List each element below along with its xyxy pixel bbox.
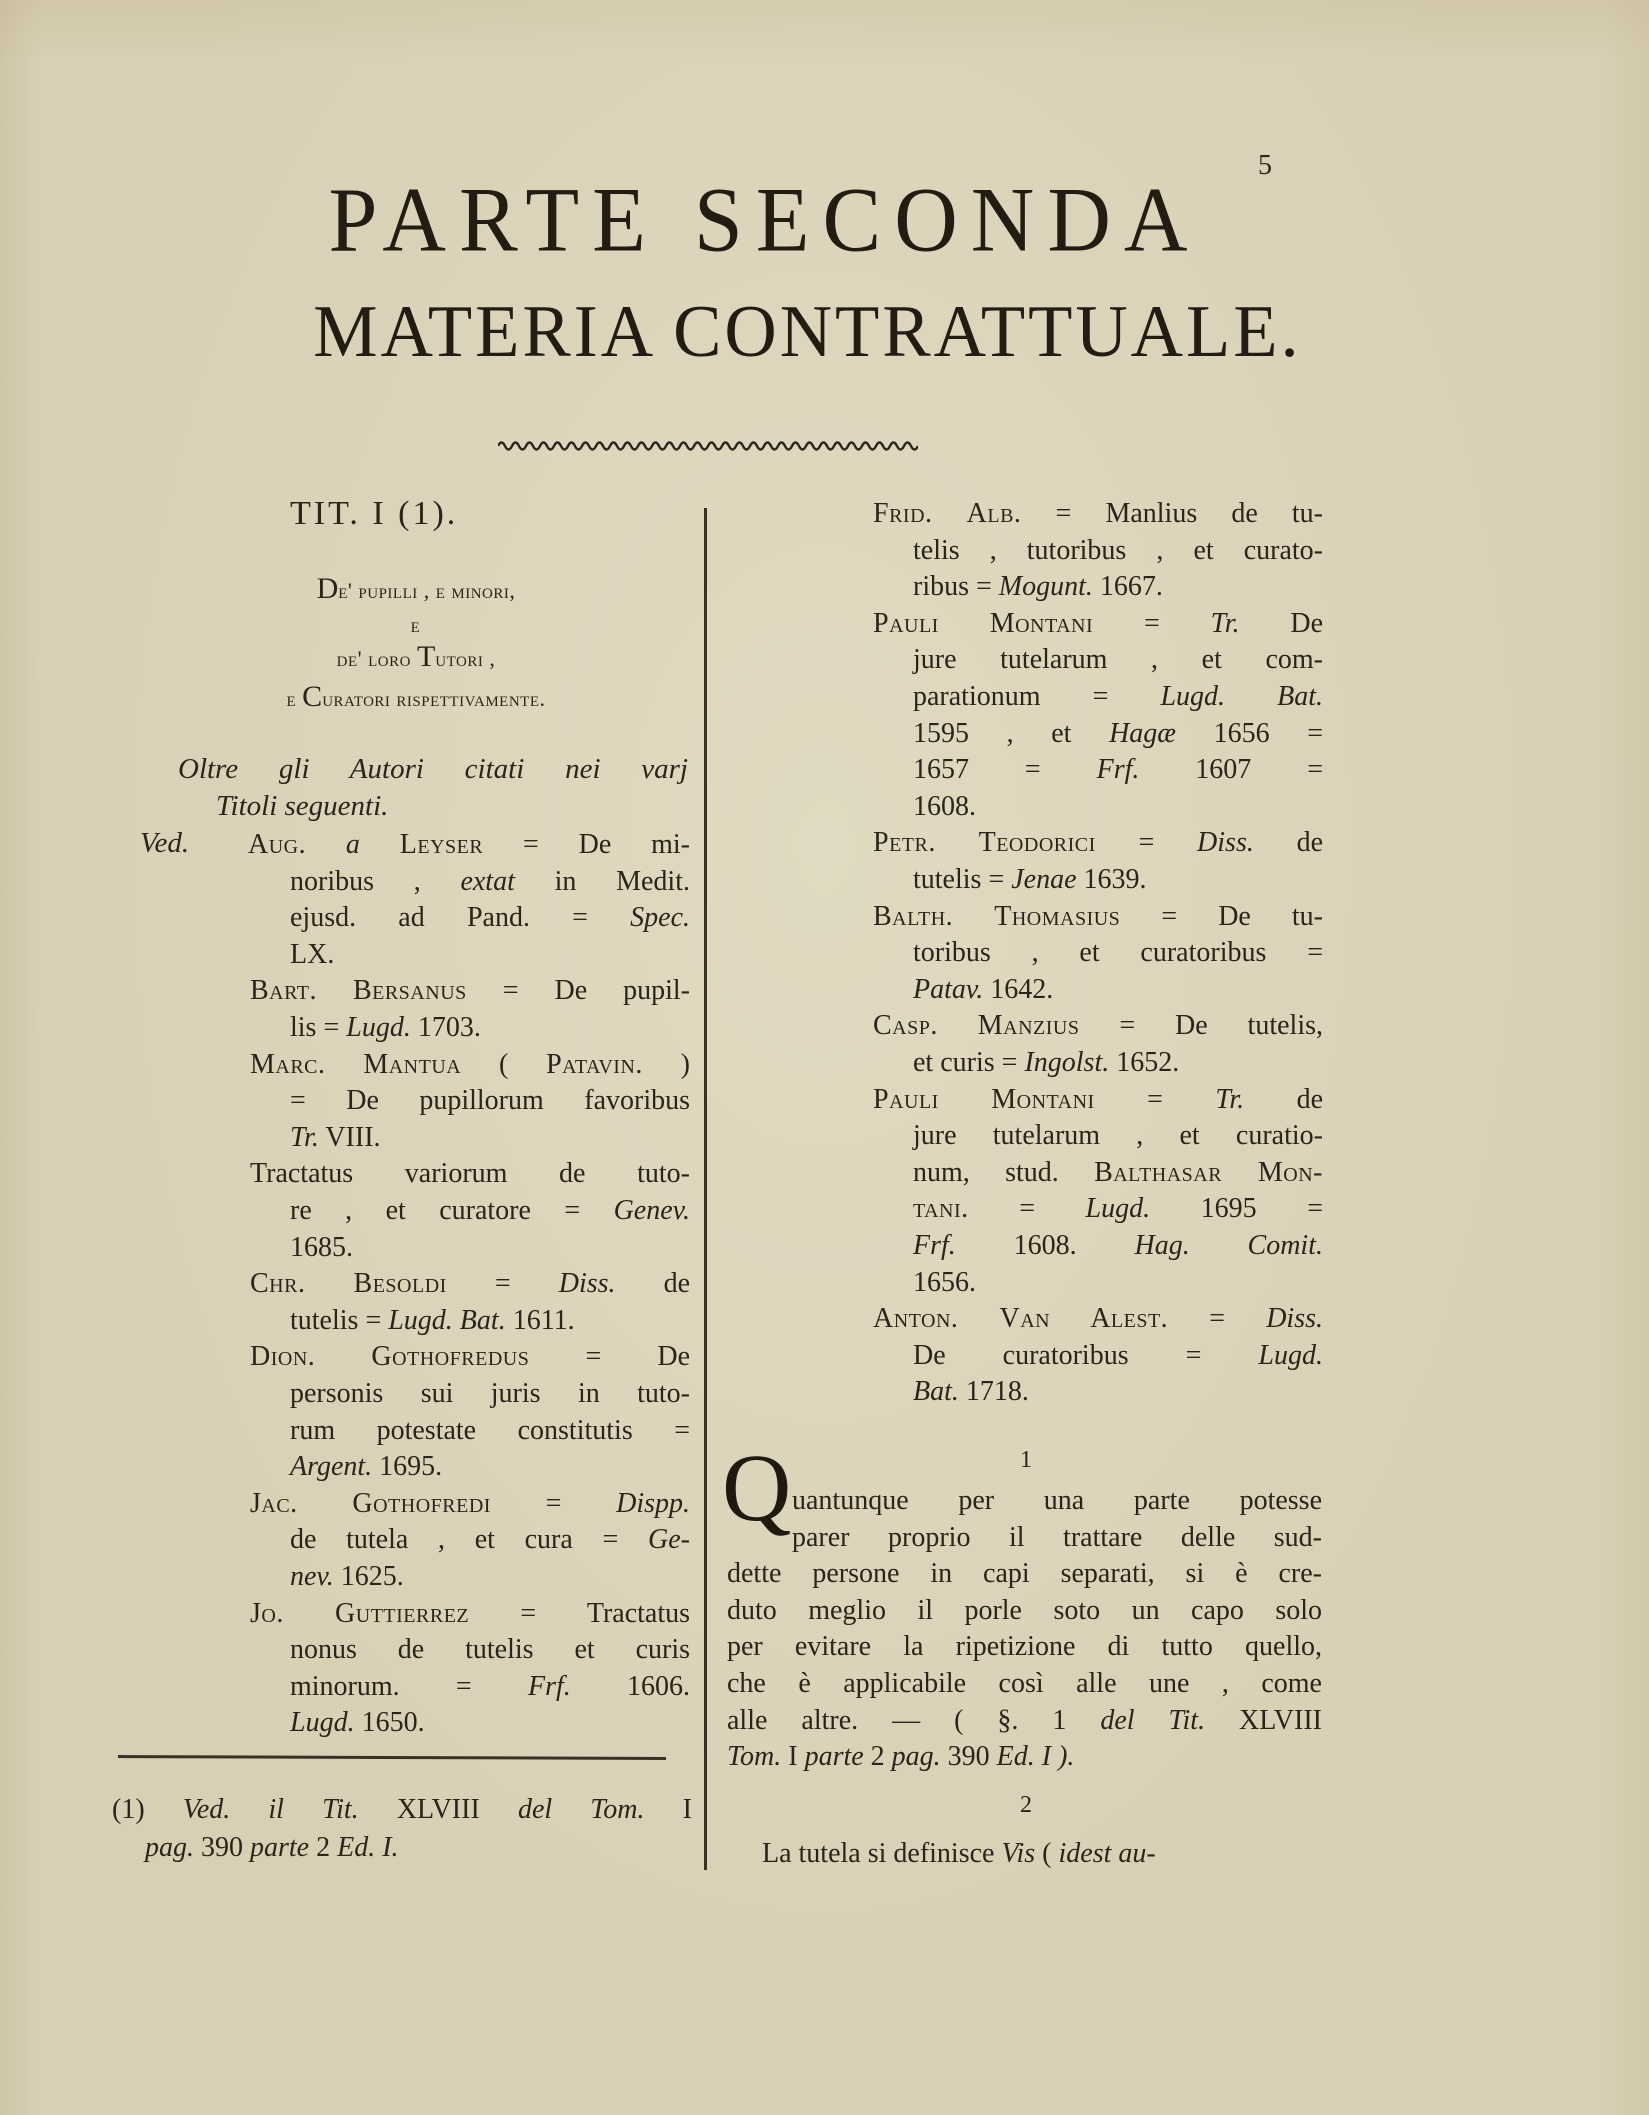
author-name: Leyser xyxy=(399,829,484,860)
author-name: tani. xyxy=(913,1193,969,1225)
bibliography-line xyxy=(913,642,1323,679)
text-run: 390 xyxy=(194,1832,250,1863)
italic-text: Diss. xyxy=(1266,1303,1323,1335)
text-run: = De tutelis, xyxy=(1079,1010,1323,1042)
author-name: Jac. xyxy=(250,1487,298,1519)
author-name: Balth. xyxy=(873,900,954,932)
text-run: telis , tutoribus , et curato- xyxy=(913,534,1323,566)
italic-text: Lugd. xyxy=(290,1707,355,1739)
text-run: 1695 = xyxy=(1150,1193,1323,1225)
text-run: (1) xyxy=(112,1794,183,1825)
text-run: tutelis = xyxy=(913,864,1012,895)
text-run: 390 xyxy=(940,1741,997,1773)
paragraph-line xyxy=(792,1520,1322,1557)
italic-text: Lugd. xyxy=(346,1012,411,1043)
text-run: = xyxy=(490,1487,617,1519)
text-run: = De xyxy=(529,1341,690,1373)
text-run: alle altre. — ( §. 1 xyxy=(727,1704,1101,1736)
bibliography-line xyxy=(290,1449,690,1486)
subheading-line-2: e xyxy=(410,612,422,637)
footnote-line xyxy=(145,1830,399,1867)
text-run: minorum. = xyxy=(290,1670,528,1702)
italic-text: Tom. xyxy=(727,1741,782,1773)
text-run: ejusd. ad Pand. = xyxy=(290,902,631,934)
author-name: Montani xyxy=(989,607,1094,639)
bibliography-line xyxy=(250,1266,690,1303)
subheading-initial: D xyxy=(316,572,339,605)
author-name: Casp. xyxy=(873,1010,938,1042)
text-run: jure tutelarum , et com- xyxy=(913,644,1323,676)
bibliography-line xyxy=(290,1522,690,1559)
column-divider xyxy=(704,508,707,1870)
paragraph-line xyxy=(727,1739,1074,1776)
bibliography-line xyxy=(290,900,690,937)
bibliography-line xyxy=(913,1118,1323,1155)
text-run: toribus , et curatoribus = xyxy=(913,937,1323,969)
text-run: 2 xyxy=(863,1741,892,1773)
text-run: 1667. xyxy=(1092,571,1163,603)
bibliography-line xyxy=(873,825,1323,862)
bibliography-line xyxy=(913,679,1323,716)
text-run: duto meglio il porle soto un capo solo xyxy=(727,1594,1322,1626)
italic-text: idest au- xyxy=(1058,1838,1156,1869)
author-name: Pauli xyxy=(873,607,939,639)
part-subtitle: MATERIA CONTRATTUALE. xyxy=(313,291,1302,373)
text-run: 1657 = xyxy=(913,754,1097,786)
title-heading: TIT. I (1). xyxy=(290,495,459,532)
subheading-line-3 xyxy=(140,640,692,674)
page-number: 5 xyxy=(1258,150,1272,181)
bibliography-line xyxy=(873,1008,1323,1045)
italic-text: Patav. xyxy=(913,973,984,1005)
italic-text: Spec. xyxy=(630,902,690,934)
bibliography-line xyxy=(250,973,690,1010)
bibliography-line xyxy=(913,1374,1323,1411)
author-name: Frid. xyxy=(873,498,933,529)
text-run: 1718. xyxy=(958,1376,1029,1408)
italic-text: Frf. xyxy=(527,1670,571,1702)
bibliography-line xyxy=(913,716,1323,753)
text-run: nonus de tutelis et curis xyxy=(290,1634,690,1666)
bibliography-line xyxy=(290,1376,690,1413)
author-name: Pauli xyxy=(873,1083,939,1115)
bibliography-line xyxy=(913,569,1323,606)
bibliography-line xyxy=(913,789,1323,826)
bibliography-line xyxy=(913,1045,1323,1082)
author-name: Montani xyxy=(991,1083,1095,1115)
italic-text: Argent. xyxy=(290,1451,373,1483)
italic-text: Diss. xyxy=(1197,827,1254,859)
italic-text: Lugd. Bat. xyxy=(1160,681,1323,712)
text-run xyxy=(933,498,967,529)
italic-text: Bat. xyxy=(913,1376,959,1408)
section-number-1: 1 xyxy=(1020,1447,1032,1473)
text-run: 1650. xyxy=(354,1707,425,1739)
text-run: = xyxy=(1168,1303,1267,1335)
text-run: = xyxy=(446,1268,559,1300)
italic-text: Genev. xyxy=(613,1195,690,1226)
author-name: Van Alest. xyxy=(999,1303,1169,1335)
text-run: dette persone in capi separati, si è cre- xyxy=(727,1558,1322,1590)
italic-text: nev. xyxy=(290,1561,334,1592)
text-run xyxy=(315,1341,371,1372)
italic-text: Tr. xyxy=(290,1121,319,1153)
text-run: in Medit. xyxy=(514,865,690,897)
author-name: Guttierrez xyxy=(335,1597,470,1629)
italic-text: parte xyxy=(250,1832,310,1863)
bibliography-line xyxy=(290,1120,690,1157)
text-run: LX. xyxy=(290,938,335,970)
bibliography-line xyxy=(290,1413,690,1450)
section-number-2: 2 xyxy=(1020,1792,1032,1818)
paragraph-line xyxy=(727,1593,1322,1630)
bibliography-line xyxy=(913,972,1323,1009)
text-run: De xyxy=(1239,607,1324,639)
author-name: Aug. xyxy=(248,829,307,860)
paragraph-line xyxy=(727,1703,1322,1740)
italic-text: Lugd. xyxy=(1258,1339,1323,1371)
italic-text: del Tit. xyxy=(1100,1704,1206,1736)
author-name: Mantua xyxy=(363,1048,462,1080)
author-name: Bersanus xyxy=(352,975,467,1007)
subheading-text: de' loro xyxy=(336,646,417,671)
italic-text: Hagæ xyxy=(1109,717,1176,749)
bibliography-line xyxy=(250,1339,690,1376)
subheading-initial: C xyxy=(302,680,323,713)
italic-text: Frf. xyxy=(1096,754,1140,786)
text-run: 1695. xyxy=(372,1451,443,1483)
intro-line-2: Titoli seguenti. xyxy=(216,790,389,822)
bibliography-line xyxy=(248,827,690,864)
text-run xyxy=(298,1488,353,1519)
author-name: Anton. xyxy=(873,1303,959,1335)
text-run: per evitare la ripetizione di tutto quello, xyxy=(727,1631,1322,1663)
text-run: rum potestate constitutis = xyxy=(290,1414,690,1446)
italic-text: Vis xyxy=(1001,1838,1036,1869)
text-run: de xyxy=(1244,1083,1324,1115)
paragraph-line xyxy=(727,1629,1322,1666)
paragraph-line xyxy=(792,1483,1322,1520)
text-run: 1607 = xyxy=(1139,754,1323,786)
italic-text: Lugd. xyxy=(1085,1193,1151,1225)
author-name: Manzius xyxy=(977,1010,1080,1042)
subheading-text: uratori rispettivamente. xyxy=(322,686,546,711)
italic-text: Tr. xyxy=(1215,1083,1245,1115)
ved-label: Ved. xyxy=(140,827,190,859)
bibliography-line xyxy=(873,899,1323,936)
bibliography-line xyxy=(250,1156,690,1193)
italic-text: pag. xyxy=(145,1832,194,1863)
text-run: Tractatus variorum de tuto- xyxy=(250,1158,690,1190)
text-run: = xyxy=(1095,827,1198,859)
text-run: parationum = xyxy=(913,681,1161,712)
text-run xyxy=(953,901,994,932)
text-run: = xyxy=(968,1193,1086,1225)
text-run: personis sui juris in tuto- xyxy=(290,1378,690,1409)
text-run: = Tractatus xyxy=(469,1597,691,1629)
text-run: jure tutelarum , et curatio- xyxy=(913,1120,1323,1152)
italic-text: Mogunt. xyxy=(998,571,1093,603)
italic-text: parte xyxy=(804,1741,864,1773)
text-run: che è applicabile così alle une , come xyxy=(727,1668,1322,1699)
text-run: 1595 , et xyxy=(913,717,1110,749)
author-name: Thomasius xyxy=(994,900,1121,932)
italic-text: Ved. il Tit. xyxy=(182,1794,359,1825)
author-name: Alb. xyxy=(966,498,1022,529)
bibliography-line xyxy=(290,864,690,901)
subheading-text: e xyxy=(286,686,303,711)
author-name: Balthasar Mon- xyxy=(1094,1156,1323,1188)
text-run: 1656. xyxy=(913,1266,976,1298)
text-run: = Manlius de tu- xyxy=(1021,498,1323,529)
text-run: 2 xyxy=(309,1832,338,1863)
text-run: de xyxy=(1253,827,1324,859)
bibliography-line xyxy=(290,1193,690,1230)
text-run xyxy=(939,608,990,639)
text-run: 1685. xyxy=(290,1231,353,1263)
text-run: num, stud. xyxy=(913,1156,1095,1188)
bibliography-line xyxy=(913,862,1323,899)
bibliography-line xyxy=(250,1047,690,1084)
italic-text: Ed. I. xyxy=(337,1832,399,1863)
text-run: = De mi- xyxy=(483,829,691,860)
bibliography-line xyxy=(873,496,1323,533)
text-run: 1703. xyxy=(410,1012,481,1043)
text-run: = xyxy=(1093,607,1211,639)
text-run: XLVIII xyxy=(1205,1704,1322,1736)
bibliography-line xyxy=(913,1265,1323,1302)
text-run: 1639. xyxy=(1076,864,1147,895)
text-run: 1608. xyxy=(955,1230,1135,1261)
text-run: 1606. xyxy=(570,1670,691,1702)
bibliography-line xyxy=(913,1155,1323,1192)
text-run: ) xyxy=(642,1048,691,1080)
text-run xyxy=(317,975,353,1006)
text-run xyxy=(958,1303,999,1334)
text-run: uantunque per una parte potesse xyxy=(792,1485,1322,1516)
text-run: 1625. xyxy=(333,1561,404,1592)
text-run xyxy=(305,1268,353,1299)
bibliography-line xyxy=(290,1303,690,1340)
bibliography-line xyxy=(290,1559,690,1596)
text-run: lis = xyxy=(290,1012,347,1043)
italic-text: del Tom. xyxy=(517,1794,645,1825)
text-run xyxy=(284,1598,335,1629)
bibliography-line xyxy=(913,1338,1323,1375)
subheading-text: e' pupilli , e minori, xyxy=(338,578,516,603)
text-run xyxy=(938,1010,978,1041)
subheading-line-1 xyxy=(140,572,692,606)
bibliography-line xyxy=(873,1082,1323,1119)
italic-text: Tr. xyxy=(1210,607,1240,639)
text-run xyxy=(939,1084,991,1115)
italic-text: Ed. I ). xyxy=(996,1741,1075,1773)
bibliography-line xyxy=(913,935,1323,972)
text-run: 1611. xyxy=(505,1304,575,1336)
bibliography-line xyxy=(290,1669,690,1706)
bibliography-line xyxy=(873,606,1323,643)
bibliography-line xyxy=(290,1632,690,1669)
bibliography-line xyxy=(250,1486,690,1523)
text-run: et curis = xyxy=(913,1047,1025,1078)
bibliography-line xyxy=(290,1230,690,1267)
paragraph-line xyxy=(762,1836,1156,1873)
text-run: = xyxy=(1094,1083,1216,1115)
text-run: La tutela si definisce xyxy=(762,1838,1002,1869)
bibliography-line xyxy=(250,1596,690,1633)
author-name: Gothofredi xyxy=(352,1487,491,1519)
text-run: de tutela , et cura = xyxy=(290,1524,649,1556)
author-name: Chr. xyxy=(250,1268,306,1300)
text-run: re , et curatore = xyxy=(290,1195,614,1226)
footnote-line xyxy=(112,1792,692,1829)
text-run: = De pupillorum favoribus xyxy=(290,1085,690,1117)
subheading-line-4 xyxy=(140,680,692,714)
text-run: ( xyxy=(461,1048,547,1080)
paragraph-line xyxy=(727,1556,1322,1593)
author-name: Bart. xyxy=(250,975,317,1007)
italic-text: Ge- xyxy=(648,1524,690,1556)
bibliography-line xyxy=(290,1010,690,1047)
bibliography-line xyxy=(913,533,1323,570)
author-name: Dion. xyxy=(250,1341,316,1373)
bibliography-line xyxy=(290,937,690,974)
author-name: Besoldi xyxy=(353,1268,447,1300)
italic-text: Dispp. xyxy=(616,1487,690,1519)
text-run: XLVIII xyxy=(358,1794,518,1825)
bibliography-line xyxy=(913,752,1323,789)
text-run: ribus = xyxy=(913,571,999,603)
author-name: Patavin. xyxy=(546,1048,643,1080)
bibliography-line xyxy=(913,1191,1323,1228)
text-run xyxy=(936,827,979,858)
italic-text: Frf. xyxy=(913,1230,956,1261)
text-run: 1656 = xyxy=(1175,717,1323,749)
italic-text: Hag. Comit. xyxy=(1134,1230,1323,1261)
author-name: Gothofredus xyxy=(371,1341,530,1373)
bibliography-line xyxy=(290,1705,690,1742)
author-name: Marc. xyxy=(250,1048,326,1080)
italic-text: Diss. xyxy=(558,1268,616,1300)
text-run: 1642. xyxy=(983,973,1054,1005)
text-run: VIII. xyxy=(318,1121,381,1153)
text-run: I xyxy=(644,1794,693,1825)
author-name: Petr. xyxy=(873,827,936,859)
text-run: tutelis = xyxy=(290,1304,389,1336)
author-name: Teodorici xyxy=(978,827,1096,859)
bibliography-line xyxy=(290,1083,690,1120)
text-run: = De pupil- xyxy=(466,975,690,1007)
text-run: parer proprio il trattare delle sud- xyxy=(792,1521,1322,1553)
text-run: = De tu- xyxy=(1120,900,1324,932)
subheading-text: utori , xyxy=(435,646,496,671)
text-run: noribus , xyxy=(290,865,461,897)
paragraph-line xyxy=(727,1666,1322,1703)
italic-text: Lugd. Bat. xyxy=(388,1304,506,1336)
text-run xyxy=(326,1049,364,1080)
italic-text: extat xyxy=(460,865,515,897)
subheading-initial: T xyxy=(416,640,436,673)
italic-text: Jenae xyxy=(1011,864,1077,895)
italic-text: a xyxy=(306,829,400,860)
text-run: ( xyxy=(1035,1838,1059,1869)
bibliography-line xyxy=(873,1301,1323,1338)
text-run: I xyxy=(781,1741,805,1773)
wavy-ornament-rule xyxy=(498,436,918,456)
text-run: 1608. xyxy=(913,790,976,822)
italic-text: pag. xyxy=(891,1741,941,1773)
text-run: 1652. xyxy=(1109,1047,1180,1078)
text-run: De curatoribus = xyxy=(913,1339,1259,1371)
bibliography-line xyxy=(913,1228,1323,1265)
footnote-rule xyxy=(118,1755,666,1760)
part-title: PARTE SECONDA xyxy=(328,169,1201,272)
author-name: Jo. xyxy=(250,1597,284,1629)
italic-text: Ingolst. xyxy=(1024,1047,1110,1078)
intro-line-1: Oltre gli Autori citati nei varj xyxy=(178,753,688,785)
drop-cap: Q xyxy=(722,1434,792,1541)
text-run: de xyxy=(615,1268,690,1300)
